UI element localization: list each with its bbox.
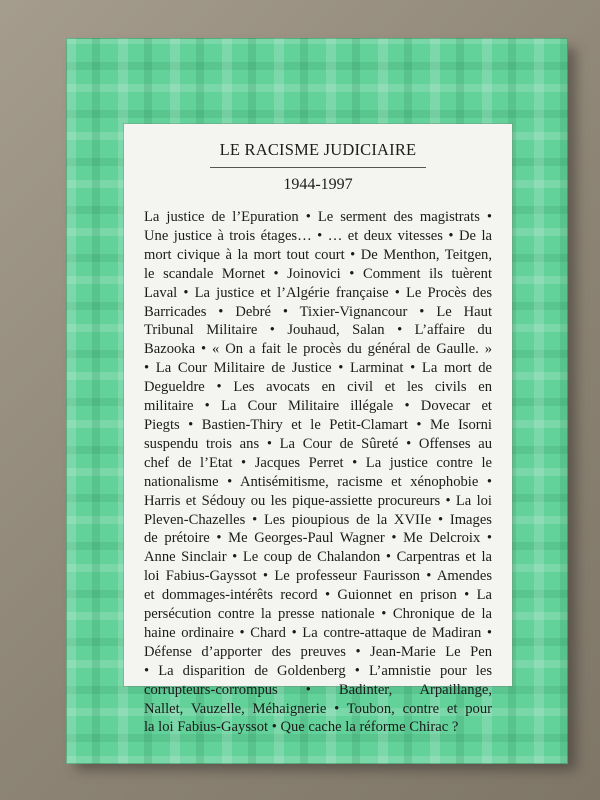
- contents-line: Pleven-Chazelles • Les pioupious de la XVIIe • Images: [144, 511, 492, 528]
- contents-line: nationalisme • Antisémitisme, racisme et xénophobie •: [144, 473, 492, 490]
- contents-line: Degueldre • Les avocats en civil et les civils en: [144, 379, 492, 396]
- text-panel: [124, 124, 512, 736]
- contents-line: le scandale Mornet • Joinovici • Comment ils tuèrent: [144, 265, 492, 282]
- contents-line: Nallet, Vauzelle, Méhaignerie • Toubon, contre et pour: [144, 700, 492, 717]
- contents-line: mort civique à la mort tout court • De Menthon, Teitgen,: [144, 246, 492, 263]
- contents-line: Défense d’apporter des preuves • Jean-Marie Le Pen: [144, 643, 492, 660]
- book-title: LE RACISME JUDICIAIRE: [219, 140, 417, 159]
- contents-line: loi Fabius-Gayssot • Le professeur Faurisson • Amendes: [144, 568, 492, 585]
- contents-line: Barricades • Debré • Tixier-Vignancour • Le Haut: [144, 303, 492, 320]
- contents-line: la loi Fabius-Gayssot • Que cache la réforme Chirac ?: [144, 719, 459, 736]
- contents-line: militaire • La Cour Militaire illégale • Dovecar et: [144, 398, 492, 415]
- contents-line: Laval • La justice et l’Algérie française • Le Procès des: [144, 284, 492, 301]
- contents-line: suspendu trois ans • La Cour de Sûreté • Offenses au: [144, 435, 492, 452]
- contents-line: Bazooka • « On a fait le procès du général de Gaulle. »: [144, 341, 492, 358]
- contents-line: Tribunal Militaire • Jouhaud, Salan • L’affaire du: [144, 322, 492, 339]
- contents-line: corrupteurs-corrompus • Badinter, Arpaillange,: [144, 681, 492, 698]
- contents-line: • La Cour Militaire de Justice • Larminat • La mort de: [144, 360, 492, 377]
- contents-text: [144, 208, 492, 737]
- contents-line: persécution contre la presse nationale • Chronique de la: [144, 606, 492, 623]
- title-divider: [210, 167, 426, 168]
- contents-line: Harris et Sédouy ou les pique-assiette procureurs • La loi: [144, 492, 492, 509]
- contents-line: Une justice à trois étages… • … et deux vitesses • De la: [144, 227, 492, 244]
- contents-line: • La disparition de Goldenberg • L’amnistie pour les: [144, 662, 492, 679]
- contents-line: de prétoire • Me Georges-Paul Wagner • Me Delcroix •: [144, 530, 492, 547]
- contents-line: La justice de l’Epuration • Le serment des magistrats •: [144, 209, 492, 225]
- contents-line: Anne Sinclair • Le coup de Chalandon • Carpentras et la: [144, 549, 492, 566]
- contents-line: haine ordinaire • Chard • La contre-attaque de Madiran •: [144, 624, 492, 641]
- contents-line: Piegts • Bastien-Thiry et le Petit-Clamart • Me Isorni: [144, 416, 492, 433]
- book-years: 1944-1997: [283, 176, 353, 193]
- contents-line: et dommages-intérêts record • Guionnet en prison • La: [144, 587, 492, 604]
- contents-line: chef de l’Etat • Jacques Perret • La justice contre le: [144, 454, 492, 471]
